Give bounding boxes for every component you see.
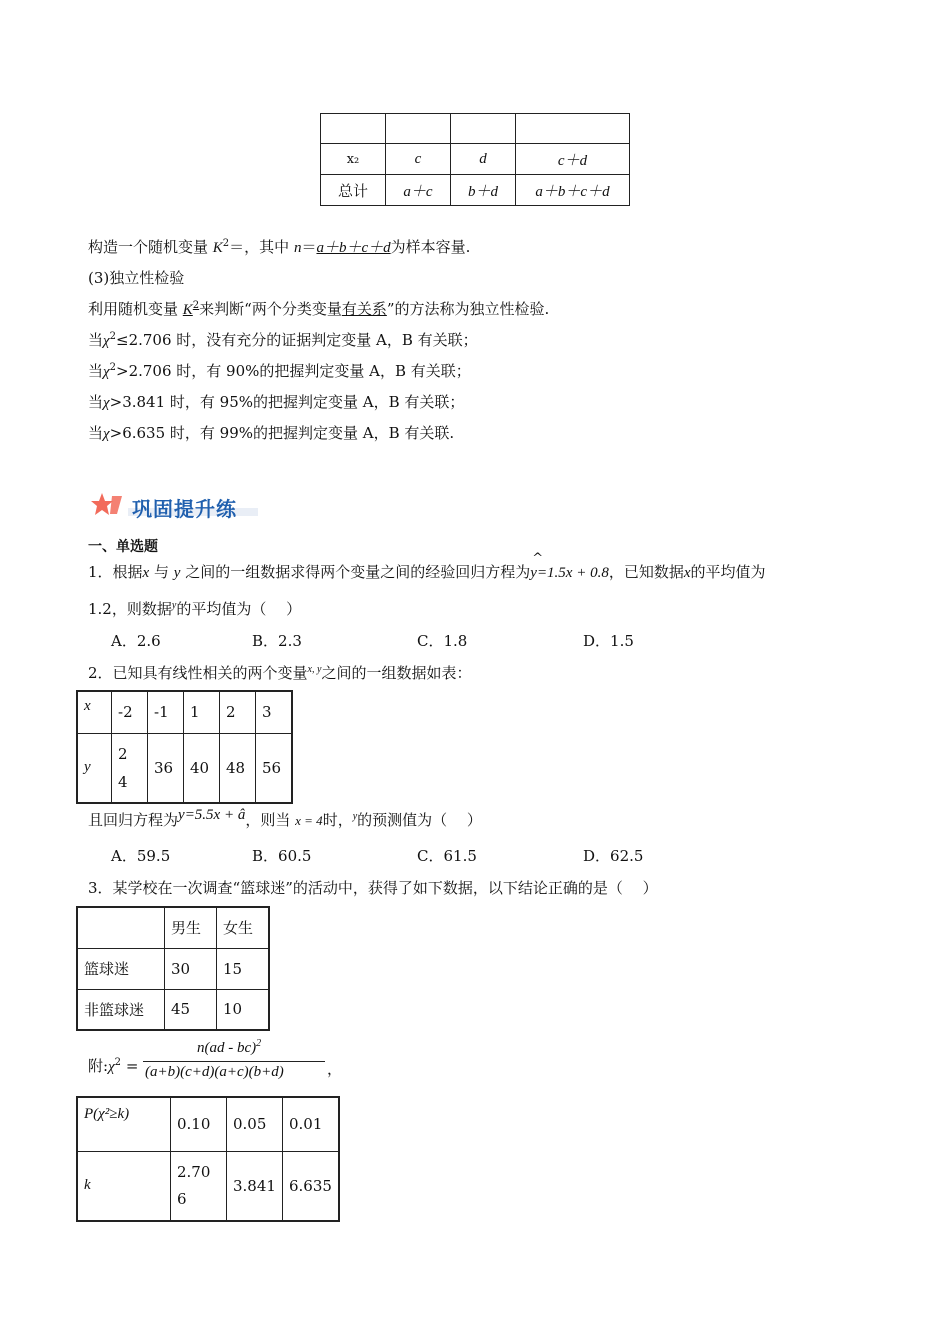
- table-cell: [451, 114, 516, 144]
- question-2-line-2: 且回归方程为y=5.5x + â，则当 x = 4时，$^y$的预测值为（ ）: [88, 807, 482, 829]
- table-cell: a＋b＋c＋d: [516, 175, 630, 206]
- q2-option-b[interactable]: B．60.5: [252, 847, 312, 865]
- theory-line-1: 构造一个随机变量 $K^2=$，其中 n＝a＋b＋c＋d为样本容量.: [88, 238, 471, 256]
- formula-prefix: 附$:\chi^2$ =: [88, 1057, 139, 1075]
- table-cell: [516, 114, 630, 144]
- table-cell: 3.841: [227, 1151, 283, 1221]
- table-cell: 56: [256, 733, 293, 803]
- table-cell: P(χ²≥k): [77, 1097, 171, 1151]
- table-cell: 3: [256, 691, 293, 733]
- table-cell: 0.10: [171, 1097, 227, 1151]
- q2-option-d[interactable]: D．62.5: [583, 847, 644, 865]
- question-1: 1．根据x 与 y 之间的一组数据求得两个变量之间的经验回归方程为 ^ y=1.5x + 0.8，已知数据x的平均值为: [88, 551, 766, 581]
- table-cell: 男生: [165, 907, 217, 948]
- table-cell: x₂: [321, 144, 386, 175]
- table-cell: 10: [217, 989, 270, 1030]
- table-cell: 15: [217, 948, 270, 989]
- table-cell: 总计: [321, 175, 386, 206]
- q1-option-c[interactable]: C．1.8: [417, 632, 468, 650]
- theory-line-6: 当χ>3.841 时，有 95%的把握判定变量 A，B 有关联；: [88, 393, 465, 411]
- q3-survey-table: [76, 906, 270, 1031]
- q1-option-b[interactable]: B．2.3: [252, 632, 302, 650]
- table-cell: 2 4: [112, 733, 148, 803]
- table-cell: 6.635: [283, 1151, 340, 1221]
- question-3: 3．某学校在一次调查“篮球迷”的活动中，获得了如下数据，以下结论正确的是（ ）: [88, 879, 658, 897]
- table-cell: 篮球迷: [77, 948, 165, 989]
- table-cell: 2.70 6: [171, 1151, 227, 1221]
- table-cell: 女生: [217, 907, 270, 948]
- table-cell: -2: [112, 691, 148, 733]
- q2-data-table: [76, 690, 293, 804]
- theory-line-4: 当$\chi^2\le 2.706$ 时，没有充分的证据判定变量 A，B 有关联；: [88, 331, 478, 349]
- question-2: 2．已知具有线性相关的两个变量$^{x, y}$之间的一组数据如表：: [88, 664, 472, 682]
- table-cell: b＋d: [451, 175, 516, 206]
- table-cell: 48: [220, 733, 256, 803]
- table-cell: 1: [184, 691, 220, 733]
- formula-comma: ，: [327, 1060, 343, 1078]
- part-title: 一、单选题: [88, 539, 158, 555]
- q2-option-c[interactable]: C．61.5: [417, 847, 477, 865]
- table-cell: 0.05: [227, 1097, 283, 1151]
- q1-option-a[interactable]: A．2.6: [111, 632, 161, 650]
- table-cell: 40: [184, 733, 220, 803]
- table-cell: a＋c: [386, 175, 451, 206]
- table-cell: 45: [165, 989, 217, 1030]
- table-cell: 非篮球迷: [77, 989, 165, 1030]
- table-cell: c: [386, 144, 451, 175]
- table-cell: 2: [220, 691, 256, 733]
- table-cell: y: [77, 733, 112, 803]
- contingency-table: [320, 113, 630, 206]
- table-cell: -1: [148, 691, 184, 733]
- fraction-bar: [143, 1061, 325, 1062]
- table-cell: 36: [148, 733, 184, 803]
- q2-option-a[interactable]: A．59.5: [111, 847, 171, 865]
- q1-option-d[interactable]: D．1.5: [583, 632, 634, 650]
- theory-line-2: (3)独立性检验: [88, 269, 185, 287]
- theory-line-7: 当χ>6.635 时，有 99%的把握判定变量 A，B 有关联.: [88, 424, 455, 442]
- critical-value-table: [76, 1096, 340, 1222]
- table-cell: 30: [165, 948, 217, 989]
- table-cell: d: [451, 144, 516, 175]
- theory-line-5: 当$\chi^2>2.706$ 时，有 90%的把握判定变量 A，B 有关联；: [88, 362, 471, 380]
- table-cell: [321, 114, 386, 144]
- table-cell: 0.01: [283, 1097, 340, 1151]
- question-1-line-2: 1.2，则数据$^y$的平均值为（ ）: [88, 600, 302, 618]
- section-title: 巩固提升练: [132, 497, 237, 521]
- table-cell: k: [77, 1151, 171, 1221]
- theory-line-3: 利用随机变量 $K^2$来判断“两个分类变量有关系”的方法称为独立性检验.: [88, 300, 550, 318]
- table-cell: [77, 907, 165, 948]
- table-cell: [386, 114, 451, 144]
- formula-numerator: n(ad - bc)$^2$: [197, 1038, 262, 1056]
- formula-denominator: (a+b)(c+d)(a+c)(b+d): [145, 1064, 284, 1080]
- table-cell: x: [77, 691, 112, 733]
- table-cell: c＋d: [516, 144, 630, 175]
- star-icon: [90, 492, 126, 518]
